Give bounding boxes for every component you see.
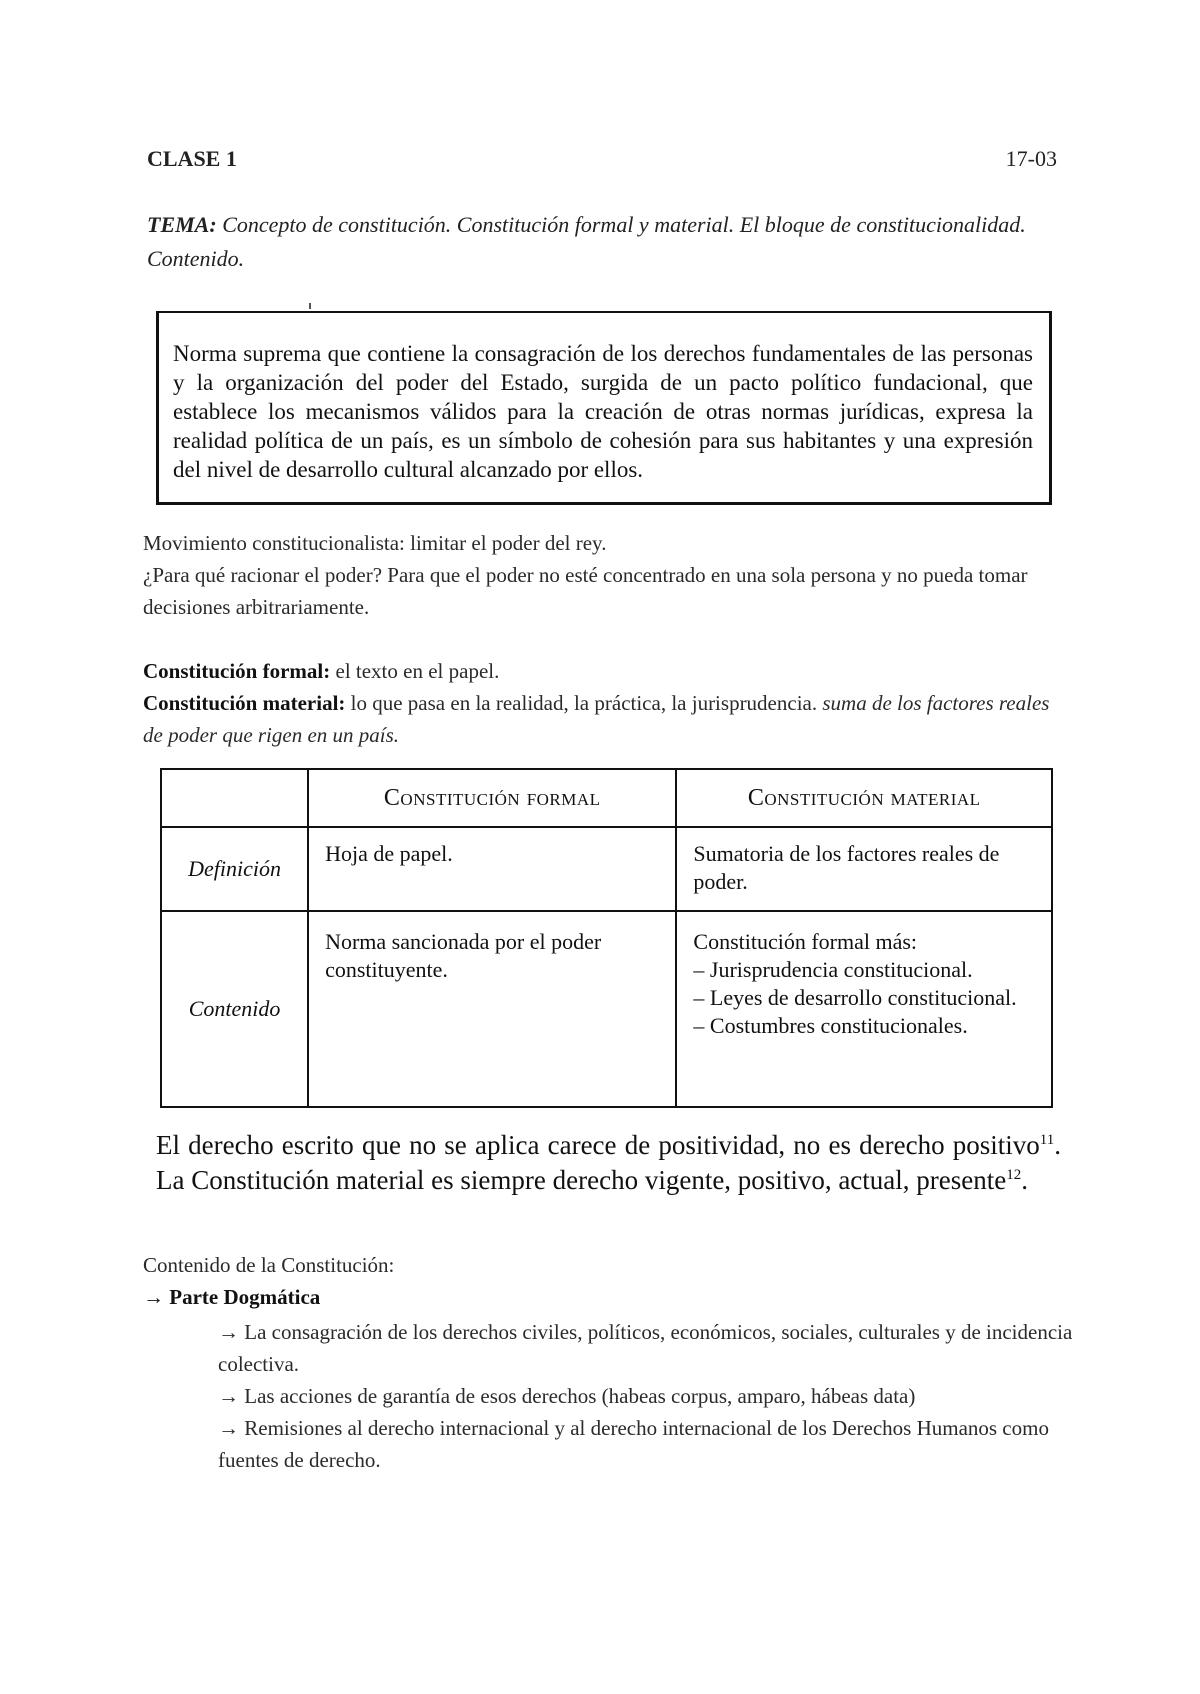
content-material-line: – Costumbres constitucionales. [693,1013,968,1038]
formal-constitution-note [143,655,1073,687]
formal-label: Constitución formal: [143,659,331,683]
content-material-line: – Jurisprudencia constitucional. [693,957,973,982]
table-header-material: Constitución material [676,769,1052,827]
content-material-line: – Leyes de desarrollo constitucional. [693,985,1017,1010]
quote-part-1: El derecho escrito que no se aplica carece de positividad, no es derecho positivo [156,1130,1040,1160]
definition-box-tick [309,303,311,309]
list-item: → La consagración de los derechos civiles, políticos, económicos, sociales, culturales y de incidencia colectiva. [218,1320,1073,1376]
content-section-title: Contenido de la Constitución: [143,1253,395,1277]
definition-text: Norma suprema que contiene la consagración de los derechos fundamentales de las personas y la organización del poder del Estado, surgida de un pacto político fundacional, que establece los mecanismos válidos para la creación de otras normas jurídicas, expresa la realidad política de un país, es un símbolo de cohesión para sus habitantes y una expresión del nivel de desarrollo cultural alcanzado por ellos. [173,341,1033,482]
material-text: lo que pasa en la realidad, la práctica, la jurisprudencia. [345,691,823,715]
class-title: CLASE 1 [147,146,237,171]
topic-label: TEMA: [147,212,217,237]
definition-box-top-rule [156,311,1052,313]
row-label-content: Contenido [161,911,308,1107]
formal-text: el texto en el papel. [330,659,500,683]
class-date: 17-03 [1005,146,1057,171]
topic-text: Concepto de constitución. Constitución formal y material. El bloque de constitucionalidad. Contenido. [147,212,1026,271]
header-row [147,146,1057,172]
dogmatic-part-list [218,1316,1078,1476]
table-header-row [161,769,1052,827]
table-cell [308,827,676,911]
footnote-ref-11: 11 [1039,1132,1055,1148]
definition-material-text: Sumatoria de los factores reales de poder. [693,841,1000,894]
positivity-quote [156,1128,1061,1198]
movement-note: Movimiento constitucionalista: limitar el poder del rey. [143,531,607,555]
footnote-ref-12: 12 [1006,1167,1022,1183]
row-label-definition: Definición [161,827,308,911]
table-cell [676,827,1052,911]
table-header-formal: Constitución formal [308,769,676,827]
material-italic-text: suma de los factores reales de poder que rigen en un país. [143,691,1050,747]
material-label: Constitución material: [143,691,346,715]
definition-box [156,311,1052,505]
material-constitution-note [143,687,1073,751]
why-ration-power-note: ¿Para qué racionar el poder? Para que el poder no esté concentrado en una sola persona y no pueda tomar decisiones arbitrariamente. [143,563,1028,619]
quote-part-3: . [1021,1165,1028,1195]
table-header-empty [161,769,308,827]
content-formal-text: Norma sancionada por el poder constituyente. [325,929,602,982]
table-row [161,827,1052,911]
quote-part-2: . La Constitución material es siempre derecho vigente, positivo, actual, presente [156,1130,1061,1195]
list-item: → Remisiones al derecho internacional y al derecho internacional de los Derechos Humanos como fuentes de derecho. [218,1416,1049,1472]
table-row [161,911,1052,1107]
table-cell [676,911,1052,1107]
dogmatic-part-heading: → Parte Dogmática [143,1285,321,1309]
list-item: → Las acciones de garantía de esos derechos (habeas corpus, amparo, hábeas data) [218,1384,916,1408]
table-cell [308,911,676,1107]
topic-line [147,208,1027,276]
content-material-list [677,912,1051,1048]
comparison-table [160,768,1053,1108]
content-material-line: Constitución formal más: [693,929,918,954]
definition-formal-text: Hoja de papel. [325,841,453,866]
